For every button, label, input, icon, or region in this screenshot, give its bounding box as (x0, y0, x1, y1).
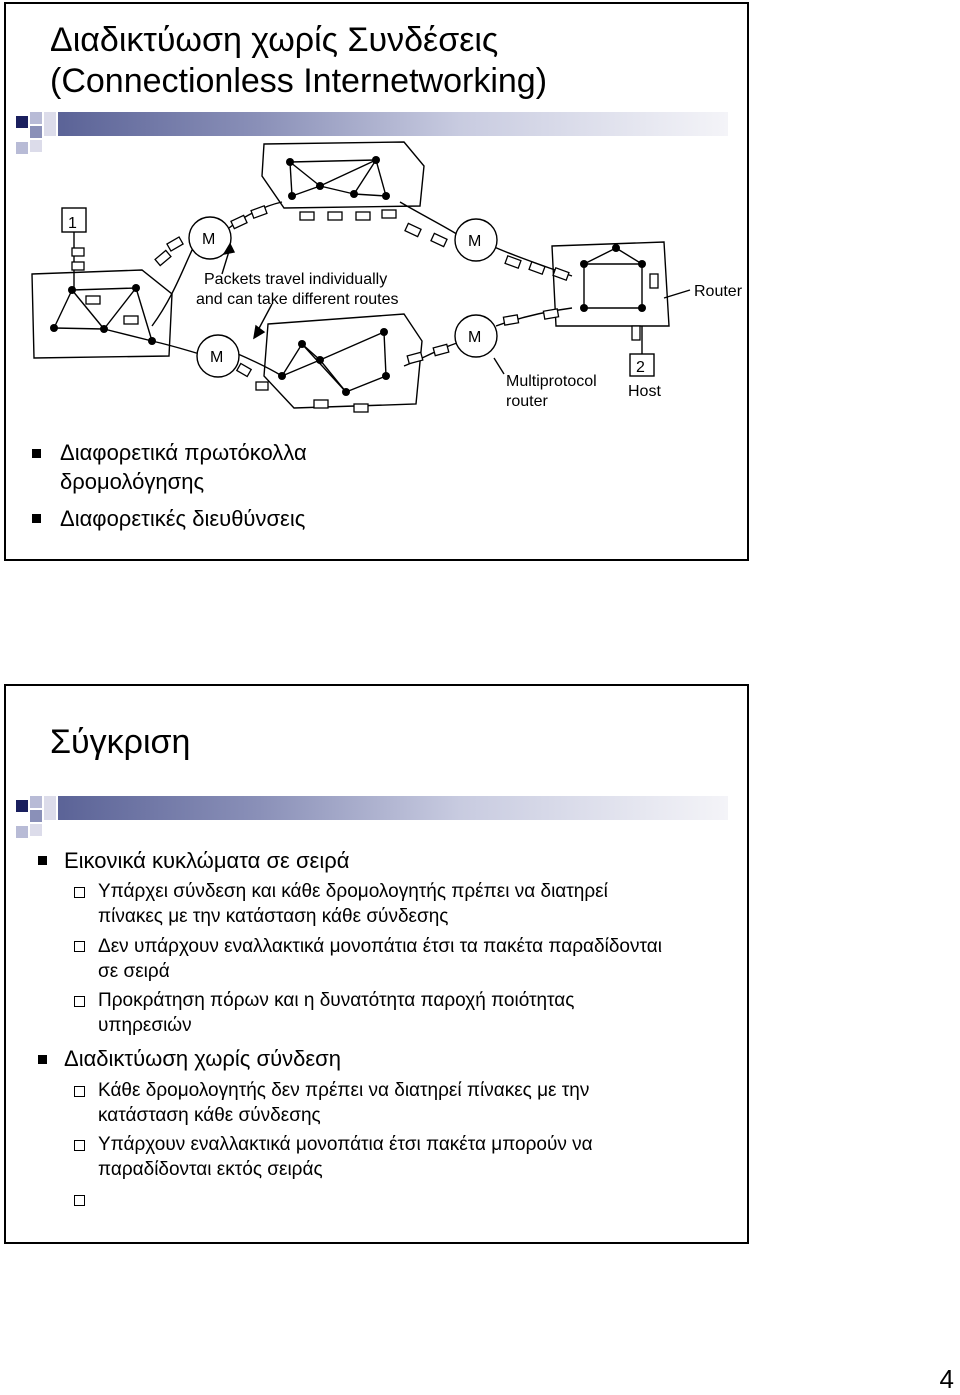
deco-square (16, 826, 28, 838)
sub-item (98, 1078, 589, 1128)
item-connectionless: Διαδικτύωση χωρίς σύνδεση (64, 1046, 341, 1071)
slide-comparison (4, 684, 749, 1244)
sub-line: παραδίδονται εκτός σειράς (98, 1159, 323, 1180)
slide-connectionless (4, 2, 749, 561)
bullet-line: Διαφορετικά πρωτόκολλα (60, 440, 307, 465)
deco-square (44, 796, 56, 820)
deco-square (16, 800, 28, 812)
host-1-label: 1 (68, 215, 77, 232)
title-decoration (14, 796, 734, 842)
bullet-line: Διαφορετικές διευθύνσεις (60, 506, 306, 531)
title-line-2: (Connectionless Internetworking) (50, 62, 548, 100)
gradient-bar (58, 112, 728, 136)
bullet-routing-protocols (60, 438, 307, 496)
sub-item (98, 1132, 593, 1182)
sub-bullet-icon (74, 996, 85, 1007)
sub-item (98, 934, 662, 984)
page-number: 4 (939, 1364, 954, 1394)
host-label: Host (628, 383, 661, 400)
title-line-1: Διαδικτύωση χωρίς Συνδέσεις (50, 21, 499, 59)
deco-square (44, 112, 56, 136)
mrouter-label: M (202, 231, 216, 248)
packets-caption-2: and can take different routes (196, 291, 399, 308)
sub-bullet-icon (74, 1086, 85, 1097)
deco-square (30, 796, 42, 808)
mrouter-label: M (468, 329, 482, 346)
sub-line: Κάθε δρομολογητής δεν πρέπει να διατηρεί πίνακες με την (98, 1080, 590, 1101)
sub-line: Υπάρχει σύνδεση και κάθε δρομολογητής πρέπει να διατηρεί (98, 881, 608, 902)
sub-line: κατάσταση κάθε σύνδεσης (98, 1105, 321, 1126)
deco-square (30, 824, 42, 836)
bullet-square-icon (32, 514, 41, 523)
multiprotocol-label-1: Multiprotocol (506, 373, 597, 390)
mrouter-label: M (468, 233, 482, 250)
bullet-square-icon (38, 856, 47, 865)
sub-line: Δεν υπάρχουν εναλλακτικά μονοπάτια έτσι τα πακέτα παραδίδονται (98, 936, 662, 957)
gradient-bar (58, 796, 728, 820)
mrouter-label: M (210, 349, 224, 366)
sub-line: πίνακες με την κατάσταση κάθε σύνδεσης (98, 906, 449, 927)
sub-item (98, 988, 574, 1038)
sub-bullet-icon (74, 887, 85, 898)
multiprotocol-label-2: router (506, 393, 548, 410)
sub-bullet-icon (74, 941, 85, 952)
item-virtual-circuits: Εικονικά κυκλώματα σε σειρά (64, 848, 350, 873)
router-label: Router (694, 283, 743, 300)
deco-square (30, 810, 42, 822)
network-diagram (24, 136, 749, 421)
slide-title (50, 20, 547, 102)
sub-bullet-icon (74, 1195, 85, 1206)
sub-line: σε σειρά (98, 961, 170, 982)
slide-title: Σύγκριση (50, 723, 191, 761)
packets-caption-1: Packets travel individually (204, 271, 388, 288)
bullet-square-icon (32, 449, 41, 458)
sub-line: υπηρεσιών (98, 1015, 192, 1036)
sub-line: Υπάρχουν εναλλακτικά μονοπάτια έτσι πακέτα μπορούν να (98, 1134, 593, 1155)
deco-square (30, 112, 42, 124)
bullet-line: δρομολόγησης (60, 469, 205, 494)
bullet-square-icon (38, 1055, 47, 1064)
host-2-label: 2 (636, 359, 645, 376)
sub-item (98, 879, 608, 929)
sub-line: Προκράτηση πόρων και η δυνατότητα παροχή ποιότητας (98, 990, 575, 1011)
deco-square (16, 116, 28, 128)
bullet-addresses (60, 504, 305, 533)
sub-bullet-icon (74, 1140, 85, 1151)
